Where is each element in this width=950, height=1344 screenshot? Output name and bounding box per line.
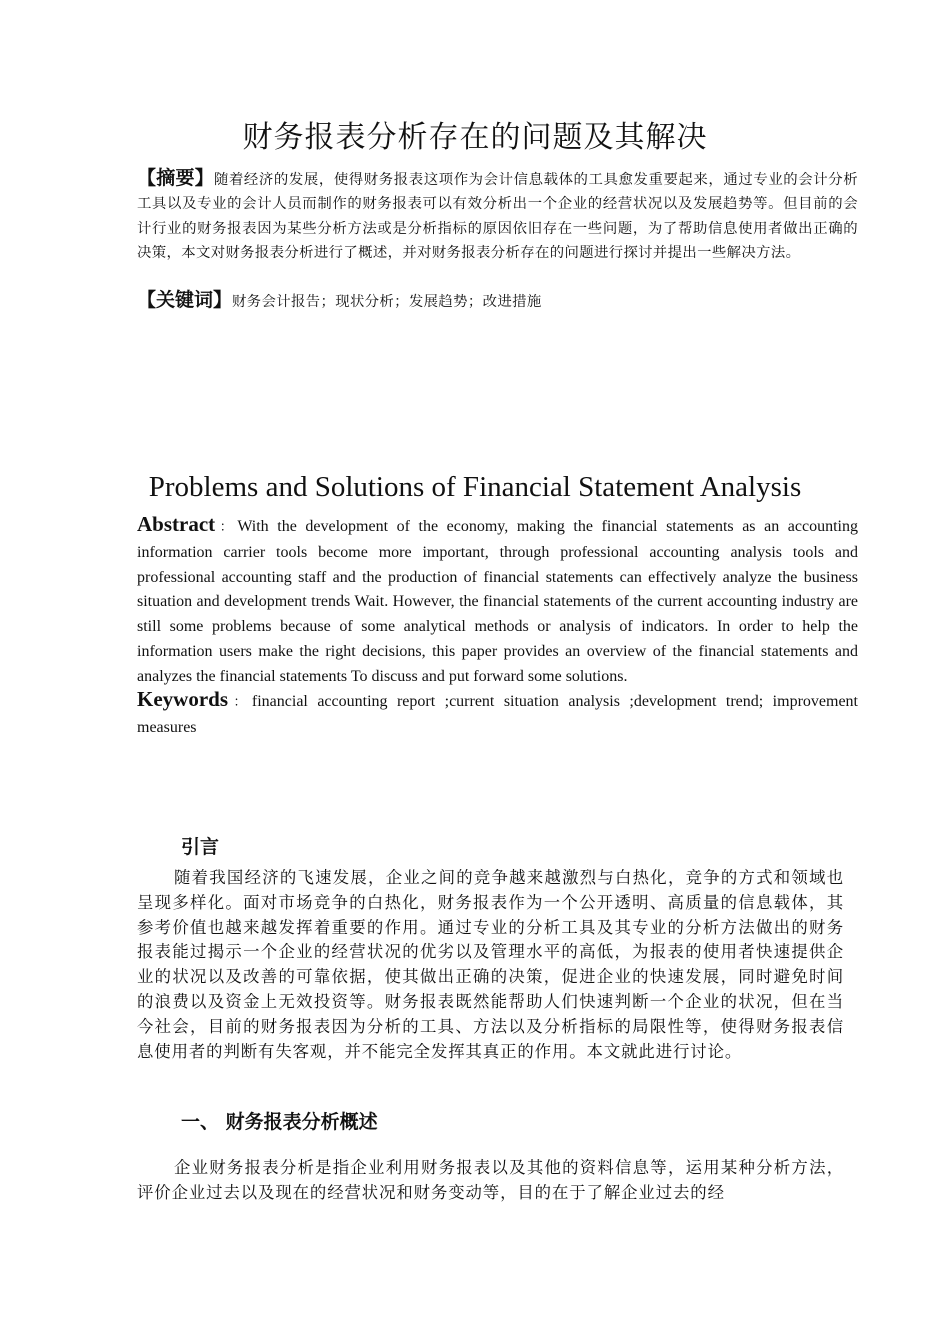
intro-paragraph: 随着我国经济的飞速发展，企业之间的竞争越来越激烈与白热化，竞争的方式和领域也呈现多样化。面对市场竞争的白热化，财务报表作为一个公开透明、高质量的信息载体，其参考价值也越来越发挥着重要的作用。通过专业的分析工具及其专业的分析方法做出的财务报表能过揭示一个企业的经营状况的优劣以及管理水平的高低，为报表的使用者快速提供企业的状况以及改善的可靠依据，使其做出正确的决策，促进企业的快速发展，同时避免时间的浪费以及资金上无效投资等。财务报表既然能帮助人们快速判断一个企业的状况，但在当今社会，目前的财务报表因为分析的工具、方法以及分析指标的局限性等，使得财务报表信息使用者的判断有失客观，并不能完全发挥其真正的作用。本文就此进行讨论。 <box>137 868 844 1061</box>
english-keywords-label: Keywords <box>137 687 228 711</box>
chinese-keywords-label: 【关键词】 <box>137 289 233 311</box>
chinese-keywords-text: 财务会计报告；现状分析；发展趋势；改进措施 <box>232 294 542 310</box>
english-abstract-text: With the development of the economy, making the financial statements as an accounting information carrier tools become more important, through professional accounting analysis tools and professional accounting staff and the production of financial statements can effectively analyze the business situation and development trends Wait. However, the financial statements of the current accounting industry are still some problems because of some analytical methods or analysis of indicators. In order to help the information users make the right decisions, this paper provides an overview of the financial statements and analyzes the financial statements To discuss and put forward some solutions. <box>137 518 858 685</box>
chinese-keywords <box>137 288 858 314</box>
english-keywords <box>137 687 858 741</box>
chinese-abstract-text: 随着经济的发展，使得财务报表这项作为会计信息载体的工具愈发重要起来，通过专业的会计分析工具以及专业的会计人员而制作的财务报表可以有效分析出一个企业的经营状况以及发展趋势等。但目前的会计行业的财务报表因为某些分析方法或是分析指标的原因依旧存在一些问题，为了帮助信息使用者做出正确的决策，本文对财务报表分析进行了概述，并对财务报表分析存在的问题进行探讨并提出一些解决方法。 <box>137 172 858 262</box>
chinese-abstract <box>137 166 858 266</box>
english-abstract <box>137 512 858 690</box>
section-1-heading: 一、 财务报表分析概述 <box>181 1111 378 1133</box>
english-abstract-label: Abstract <box>137 512 216 536</box>
english-keywords-text: financial accounting report ;current situation analysis ;development trend; improvement measures <box>137 693 858 736</box>
intro-heading: 引言 <box>181 836 220 858</box>
chinese-title: 财务报表分析存在的问题及其解决 <box>242 120 708 155</box>
chinese-abstract-label: 【摘要】 <box>137 167 214 189</box>
english-title: Problems and Solutions of Financial Statement Analysis <box>148 471 802 503</box>
english-keywords-colon: ： <box>228 695 252 710</box>
section-1-paragraph: 企业财务报表分析是指企业利用财务报表以及其他的资料信息等，运用某种分析方法，评价企业过去以及现在的经营状况和财务变动等，目的在于了解企业过去的经 <box>137 1158 844 1202</box>
english-abstract-colon: ： <box>215 520 238 535</box>
